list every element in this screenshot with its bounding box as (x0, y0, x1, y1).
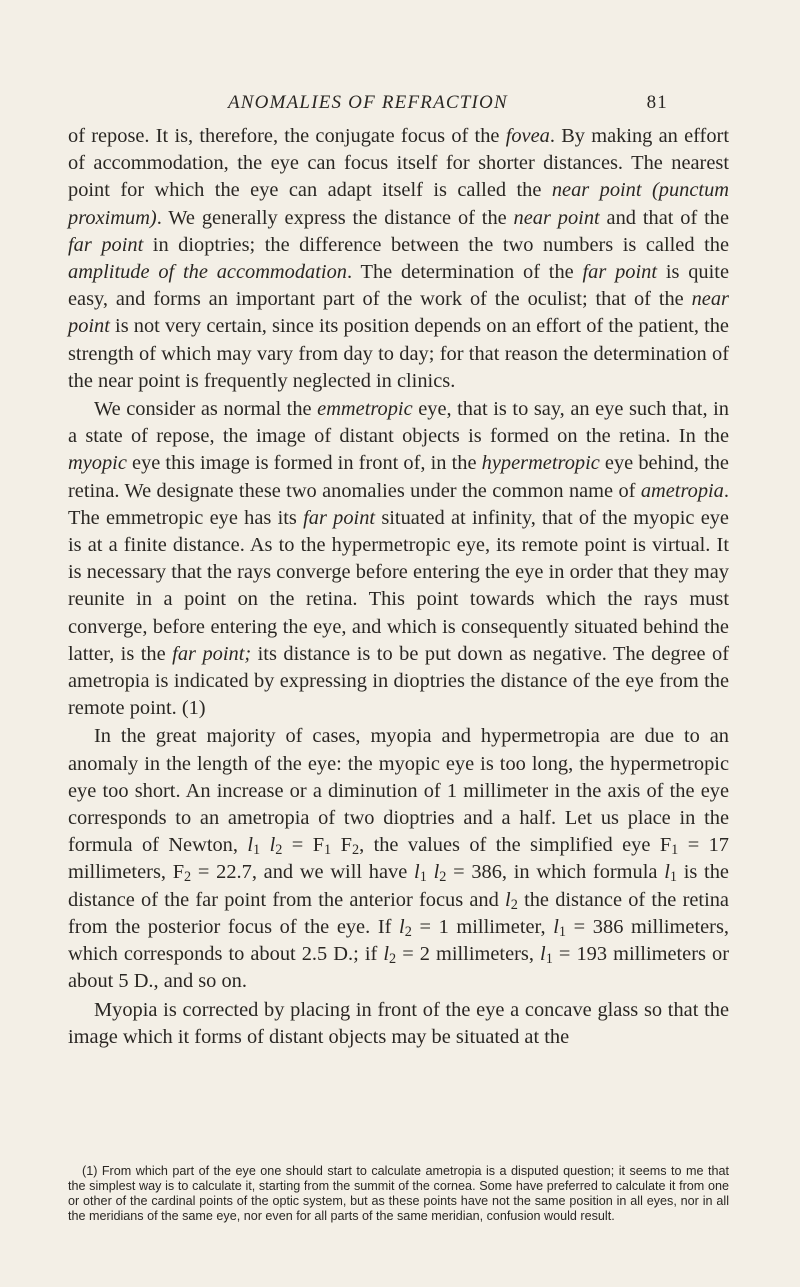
text-run: . The emmetropic eye has its (68, 479, 729, 529)
subscript: 2 (275, 842, 283, 859)
italic-text: l (553, 915, 559, 938)
text-run: in dioptries; the difference between the two numbers is called the (143, 233, 730, 256)
italic-text: far point (582, 261, 658, 284)
subscript: 1 (545, 951, 553, 968)
italic-text: l (247, 834, 254, 857)
text-run: the distance of the retina from the posterior focus of the eye. If (68, 888, 729, 938)
subscript: 1 (669, 869, 677, 886)
italic-text: near point (513, 206, 600, 229)
subscript: 1 (671, 842, 679, 859)
subscript: 2 (184, 869, 192, 886)
italic-text: amplitude of the accommodation (68, 261, 347, 284)
running-header (228, 92, 668, 114)
italic-text: l (505, 888, 511, 911)
text-run: We consider as normal the (94, 398, 318, 421)
italic-text: fovea (505, 125, 550, 147)
text-run: = 193 millimeters or about 5 D., and so on. (68, 943, 729, 993)
text-run: eye behind, the retina. We designate these two anomalies under the common name of (68, 452, 729, 502)
italic-text: l (399, 915, 405, 938)
italic-text: l (433, 861, 440, 884)
italic-text: near point (68, 288, 729, 338)
italic-text: l (383, 943, 389, 966)
text-run: situated at infinity, that of the myopic eye is at a finite distance. As to the hypermetropic eye, its remote point is virtual. It is necessary that the rays converge before entering the eye in order that they may reunite in a point on the retina. This point towards which the rays must converge, before entering the eye, and which is consequently situated behind the latter, is the (68, 506, 729, 665)
paragraph (68, 396, 729, 722)
text-run: eye, that is to say, an eye such that, in a state of repose, the image of distant objects is formed on the retina. In the (68, 398, 729, 448)
italic-text: far point (68, 233, 144, 256)
italic-text: emmetropic (317, 398, 413, 421)
footnote-text: (1) From which part of the eye one should start to calculate ametropia is a disputed question; it seems to me that the simplest way is to calculate it, starting from the summit of the cornea. Some have preferred to calculate it from one or other of the cardinal points of the optic system, but as these points have not the same position in all eyes, nor in all the meridians of the same eye, nor even for all parts of the same meridian, confusion would result. (68, 1164, 729, 1223)
subscript: 1 (324, 842, 332, 859)
text-run: . By making an effort of accommodation, the eye can focus itself for shorter distances. The nearest point for which the eye can adapt itself is called the (68, 125, 729, 202)
subscript: 1 (253, 842, 261, 859)
text-run: , the values of the simplified eye F (359, 834, 672, 857)
italic-text: ametropia (640, 479, 724, 502)
page-number: 81 (646, 92, 668, 113)
subscript: 2 (404, 923, 412, 940)
subscript: 1 (419, 869, 427, 886)
text-run: Myopia is corrected by placing in front of the eye a concave glass so that the image which it forms of distant objects may be situated at the (68, 998, 729, 1048)
paragraph (68, 123, 729, 395)
text-run: is the distance of the far point from the anterior focus and (68, 861, 729, 911)
italic-text: myopic (68, 452, 127, 475)
running-title: ANOMALIES OF REFRACTION (228, 92, 508, 113)
text-run: = 2 millimeters, (396, 943, 541, 966)
body-text (68, 123, 729, 1051)
text-run: is not very certain, since its position depends on an effort of the patient, the strength of which may vary from day to day; for that reason the determination of the near point is frequently neglected in clinics. (68, 315, 729, 392)
italic-text: l (414, 861, 420, 884)
text-run: . The determination of the (346, 261, 583, 284)
text-run: = 386, in which formula (446, 861, 665, 884)
subscript: 1 (558, 923, 567, 940)
subscript: 2 (351, 842, 360, 859)
italic-text: l (540, 943, 546, 966)
italic-text: far point; (172, 642, 252, 665)
text-run: and that of the (599, 206, 730, 229)
text-run (427, 861, 434, 883)
italic-text: l (664, 861, 670, 884)
text-run: = 22.7, and we will have (191, 861, 415, 884)
italic-text: far point (303, 506, 376, 529)
italic-text: near point (punctum proximum) (68, 179, 729, 229)
text-run: F (331, 834, 352, 857)
italic-text: l (269, 834, 276, 857)
text-run: = 1 millimeter, (411, 915, 554, 938)
text-run (260, 834, 269, 856)
footnote (68, 1164, 729, 1224)
italic-text: hypermetropic (481, 452, 600, 475)
text-run: . We generally express the distance of the (156, 206, 514, 229)
subscript: 2 (439, 869, 447, 886)
subscript: 2 (510, 896, 518, 913)
text-run: is quite easy, and forms an important part of the work of the oculist; that of the (68, 261, 729, 311)
paragraph (68, 723, 729, 995)
text-run: = 17 millimeters, F (68, 834, 729, 884)
text-run: = F (282, 834, 325, 857)
paragraph (68, 997, 729, 1051)
text-run: In the great majority of cases, myopia and hypermetropia are due to an anomaly in the length of the eye: the myopic eye is too long, the hypermetropic eye too short. An increase or a diminution of 1 millimeter in the axis of the eye corresponds to an ametropia of two dioptries and a half. Let us place in the formula of Newton, (68, 725, 729, 857)
text-run: eye this image is formed in front of, in the (126, 452, 482, 475)
subscript: 2 (389, 951, 397, 968)
text-run: its distance is to be put down as negative. The degree of ametropia is indicated by expressing in dioptries the distance of the eye from the remote point. (1) (68, 642, 729, 720)
text-run: of repose. It is, therefore, the conjugate focus of the (68, 125, 506, 147)
text-run: = 386 millimeters, which corresponds to about 2.5 D.; if (68, 915, 729, 966)
